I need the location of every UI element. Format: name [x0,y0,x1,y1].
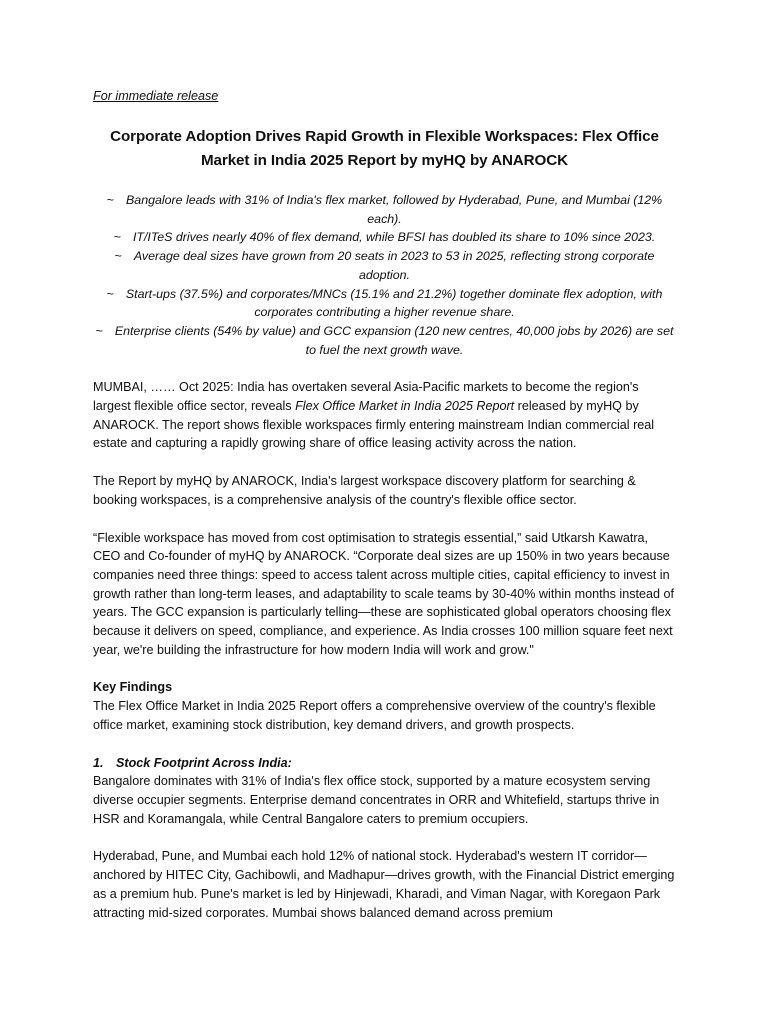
intro-text-2: released by myHQ by ANAROCK. The report shows flexible workspaces firmly entering mainstream Indian commercial real estate and capturing a rapidly growing share of office leasing activity across the nation. [93,399,655,451]
highlight-text: Start-ups (37.5%) and corporates/MNCs (15.1% and 21.2%) together dominate flex adoption, with corporates contributing a higher revenue share. [125,286,663,320]
tilde-marker: ~ [95,323,103,338]
release-line: For immediate release [93,89,219,103]
section-1-heading [93,754,676,773]
tilde-marker: ~ [114,249,122,264]
title-line-2: Market in India 2025 Report by myHQ by ANAROCK [200,152,568,169]
highlight-item [93,228,676,247]
highlight-item [93,191,676,228]
title-line-1: Corporate Adoption Drives Rapid Growth in Flexible Workspaces: Flex Office [110,128,659,145]
intro-paragraph [93,378,676,453]
press-release-title [93,125,676,173]
highlight-item [93,322,676,359]
highlight-text: Average deal sizes have grown from 20 seats in 2023 to 53 in 2025, reflecting strong corporate adoption. [133,249,655,282]
intro-text-1: MUMBAI, …… Oct 2025: India has overtaken several Asia-Pacific markets to become the region's largest flexible office sector, reveals [93,380,639,414]
tilde-marker: ~ [106,286,114,301]
report-name: Flex Office Market in India 2025 Report [295,399,515,414]
tilde-marker: ~ [113,230,121,245]
section-1-title: Stock Footprint Across India: [116,755,292,770]
section-1-paragraph-1: Bangalore dominates with 31% of India's flex office stock, supported by a mature ecosystem serving diverse occupier segments. Enterprise demand concentrates in ORR and Whitefield, startups thrive in HSR and Koramangala, while Central Bangalore caters to premium occupiers. [93,774,660,826]
section-1-number: 1. [93,755,104,770]
highlight-item [93,247,676,284]
highlight-text: Bangalore leads with 31% of India's flex market, followed by Hyderabad, Pune, and Mumbai (12% each). [126,193,663,226]
highlights-list [93,191,676,359]
about-paragraph: The Report by myHQ by ANAROCK, India's largest workspace discovery platform for searching & booking workspaces, is a comprehensive analysis of the country's flexible office sector. [93,474,636,507]
key-findings-paragraph: The Flex Office Market in India 2025 Report offers a comprehensive overview of the country's flexible office market, examining stock distribution, key demand drivers, and growth prospects. [93,699,656,732]
highlight-text: IT/ITeS drives nearly 40% of flex demand, while BFSI has doubled its share to 10% since 2023. [132,230,656,245]
highlight-item [93,285,676,322]
highlight-text: Enterprise clients (54% by value) and GCC expansion (120 new centres, 40,000 jobs by 2026) are set to fuel the next growth wave. [114,323,674,357]
section-1-paragraph-2: Hyderabad, Pune, and Mumbai each hold 12% of national stock. Hyderabad's western IT corridor—anchored by HITEC City, Gachibowli, and Madhapur—drives growth, with the Financial District emerging as a premium hub. Pune's market is led by Hinjewadi, Kharadi, and Viman Nagar, with Koregaon Park attracting mid-sized corporates. Mumbai shows balanced demand across premium [93,849,675,920]
quote-paragraph: “Flexible workspace has moved from cost optimisation to strategis essential,” said Utkarsh Kawatra, CEO and Co-founder of myHQ by ANAROCK. “Corporate deal sizes are up 150% in two years because companies need three things: speed to access talent across multiple cities, capital efficiency to invest in growth rather than long-term leases, and adaptability to scale teams by 30-40% within months instead of years. The GCC expansion is particularly telling—these are sophisticated global operators choosing flex because it delivers on speed, compliance, and experience. As India crosses 100 million square feet next year, we're building the infrastructure for how modern India will work and grow." [93,530,675,657]
tilde-marker: ~ [106,193,115,207]
key-findings-heading: Key Findings [93,680,173,695]
